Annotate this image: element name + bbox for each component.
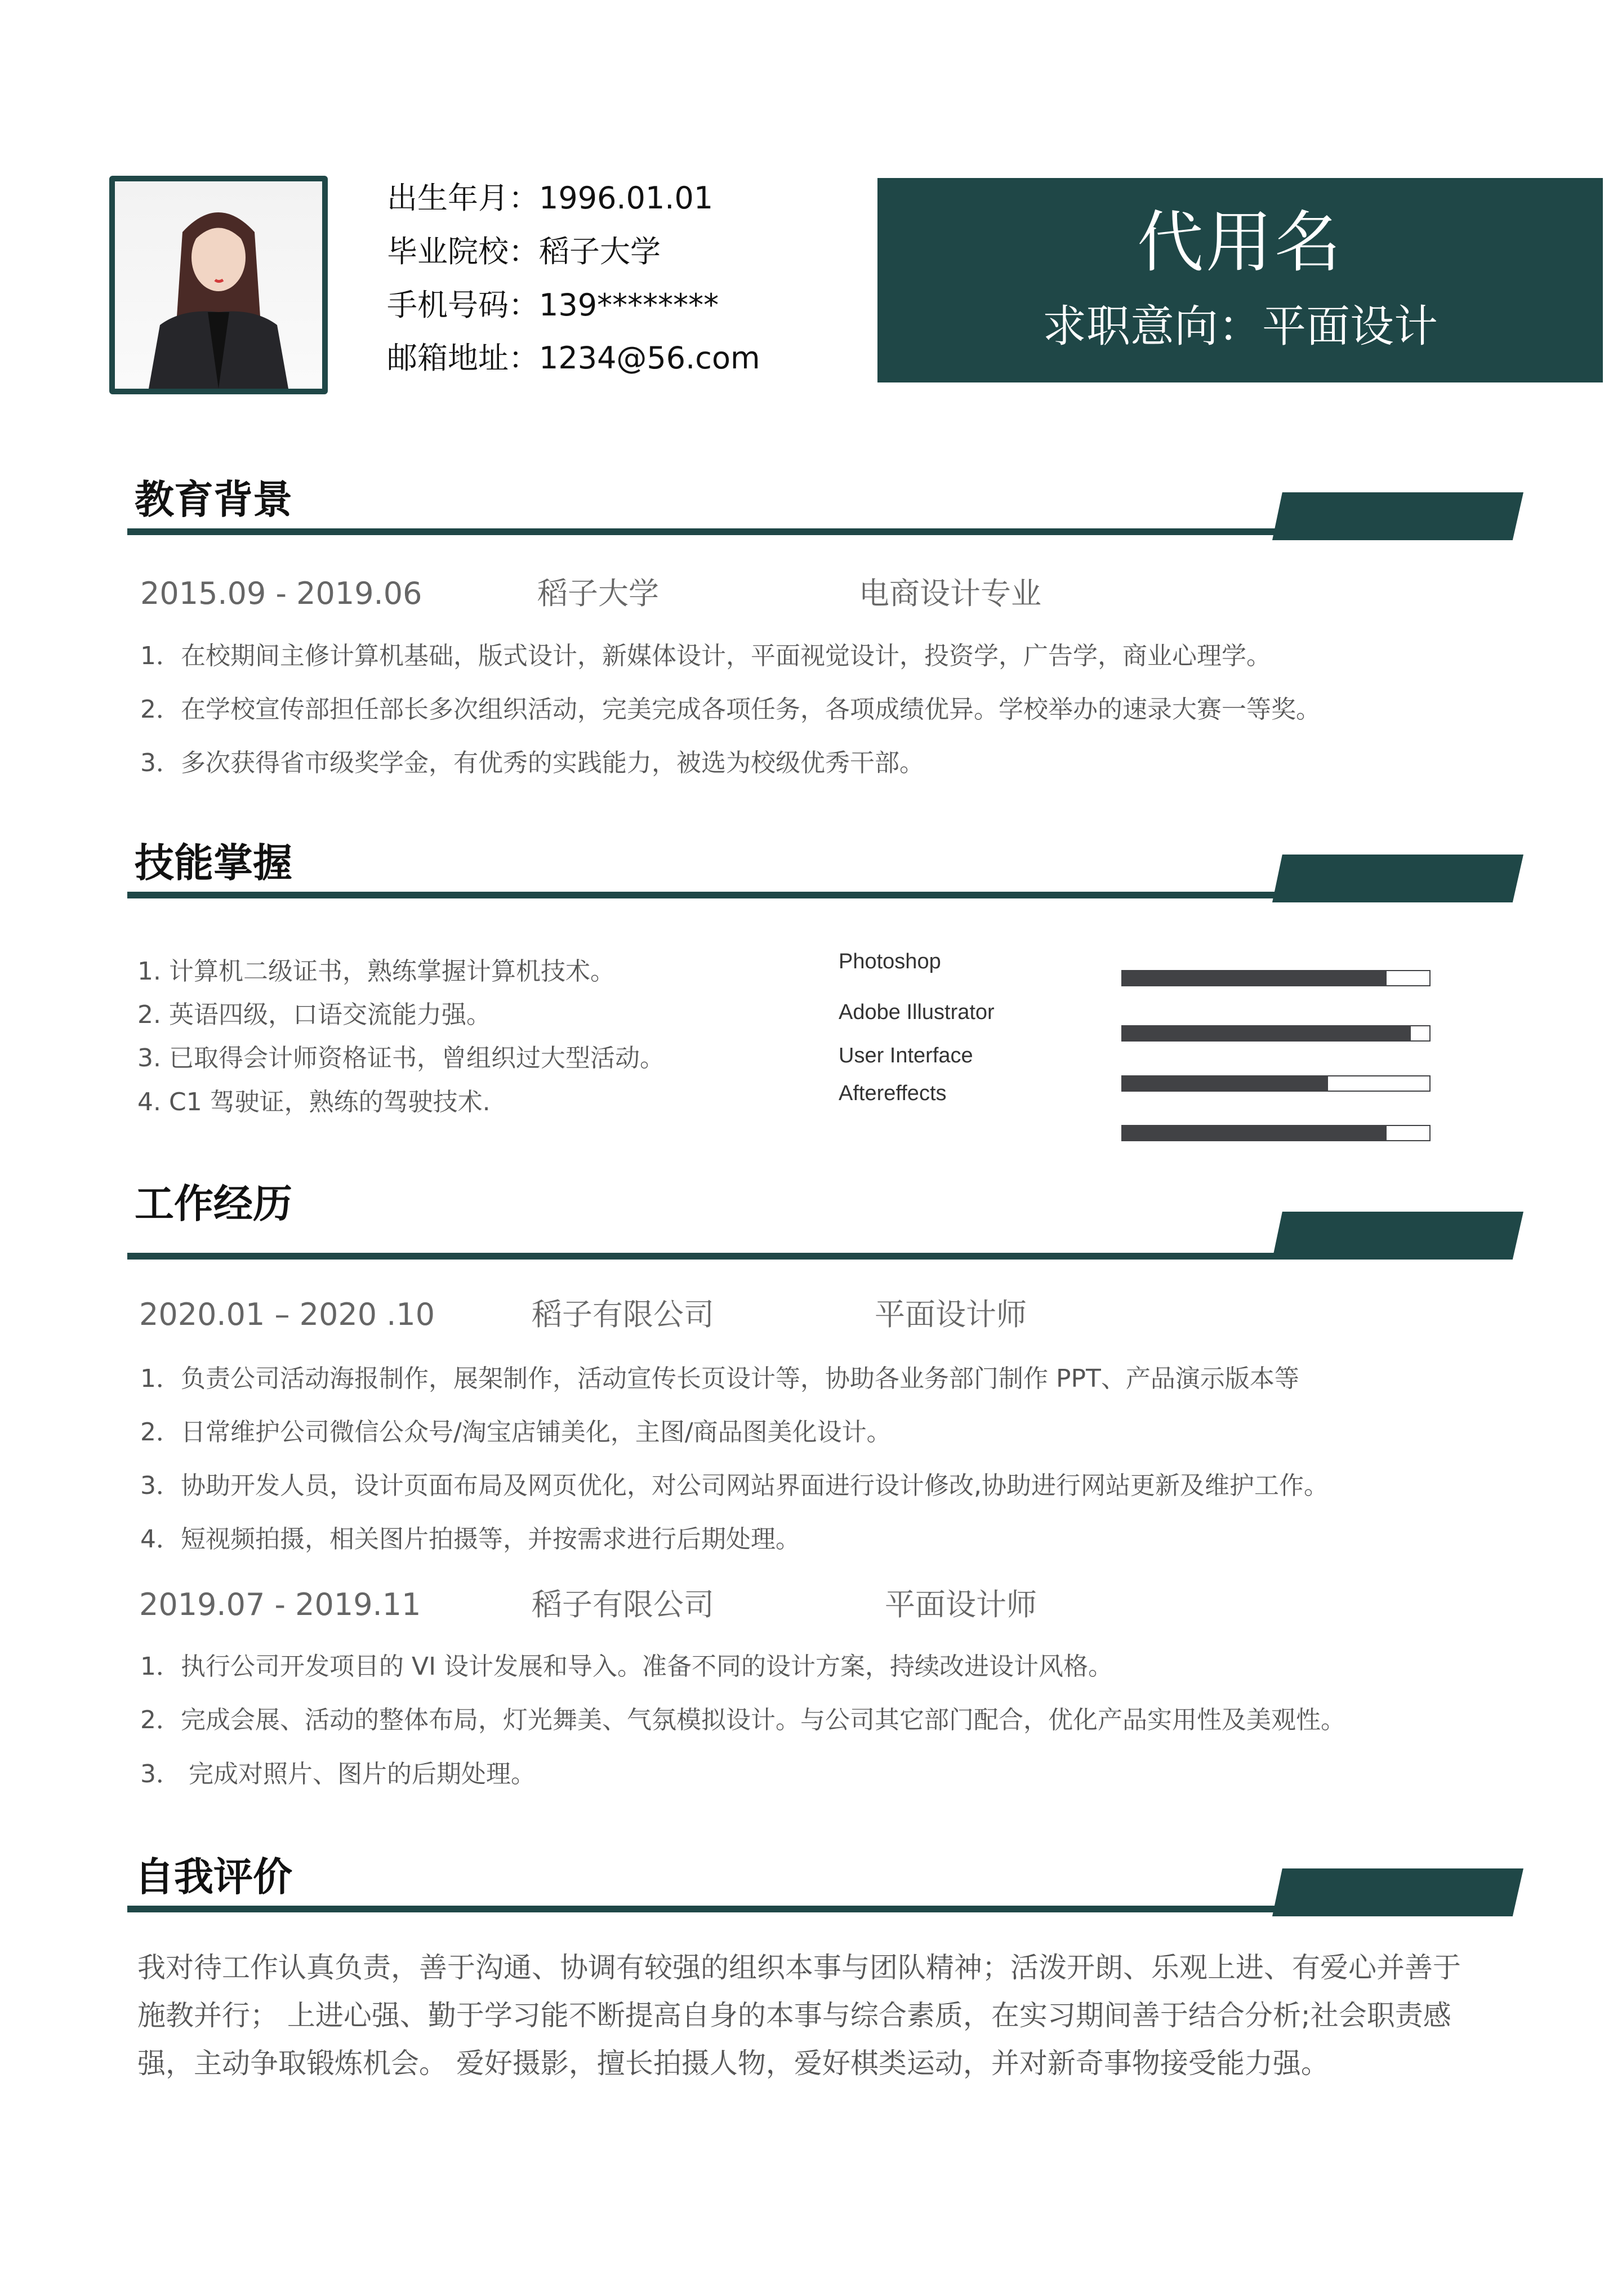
education-bullet: 3．多次获得省市级奖学金，有优秀的实践能力，被选为校级优秀干部。	[140, 749, 924, 777]
education-bullet: 1．在校期间主修计算机基础，版式设计，新媒体设计，平面视觉设计，投资学，广告学，商业心理学。	[140, 642, 1271, 670]
section-tab-work	[1272, 1212, 1523, 1260]
education-major: 电商设计专业	[859, 576, 1041, 611]
info-email-value: 1234@56.com	[539, 340, 760, 376]
job-bullet: 3．协助开发人员，设计页面布局及网页优化，对公司网站界面进行设计修改,协助进行网站更新及维护工作。	[140, 1471, 1329, 1500]
info-school-value: 稻子大学	[539, 234, 661, 269]
job-position: 平面设计师	[875, 1297, 1027, 1332]
candidate-name: 代用名	[1137, 203, 1343, 281]
skill-bar-fill	[1122, 1076, 1328, 1091]
job-date: 2019.07 - 2019.11	[139, 1587, 421, 1622]
skill-bar-fill	[1122, 1126, 1387, 1140]
skill-item: 3. 已取得会计师资格证书，曾组织过大型活动。	[137, 1044, 665, 1073]
section-tab-self-eval	[1272, 1868, 1523, 1916]
job-bullet: 2．完成会展、活动的整体布局，灯光舞美、气氛模拟设计。与公司其它部门配合，优化产品实用性及美观性。	[140, 1706, 1345, 1734]
skill-bar-aftereffects	[1121, 1125, 1431, 1141]
section-title-skills: 技能掌握	[135, 840, 292, 886]
info-birth	[387, 180, 714, 216]
job-bullet: 3． 完成对照片、图片的后期处理。	[140, 1760, 536, 1788]
skill-item: 1. 计算机二级证书，熟练掌握计算机技术。	[137, 957, 615, 986]
section-divider-work	[127, 1253, 1276, 1260]
job-date: 2020.01 – 2020 .10	[139, 1297, 435, 1332]
info-phone-label: 手机号码：	[387, 287, 539, 323]
education-school: 稻子大学	[537, 576, 659, 611]
skill-label-photoshop: Photoshop	[839, 950, 941, 973]
section-divider-self-eval	[127, 1906, 1276, 1912]
portrait-photo-icon	[115, 181, 322, 389]
job-bullet: 1．负责公司活动海报制作，展架制作，活动宣传长页设计等，协助各业务部门制作 PPT、产品演示版本等	[140, 1364, 1299, 1393]
info-email-label: 邮箱地址：	[387, 340, 539, 376]
section-tab-skills	[1272, 855, 1523, 902]
skill-item: 4. C1 驾驶证，熟练的驾驶技术.	[137, 1088, 491, 1116]
profile-photo	[109, 176, 328, 394]
education-bullet: 2．在学校宣传部担任部长多次组织活动，完美完成各项任务，各项成绩优异。学校举办的速录大赛一等奖。	[140, 695, 1321, 724]
skill-label-illustrator: Adobe Illustrator	[839, 1000, 995, 1024]
info-email	[387, 340, 760, 376]
skill-label-aftereffects: Aftereffects	[839, 1082, 947, 1105]
self-eval-text: 我对待工作认真负责，善于沟通、协调有较强的组织本事与团队精神；活泼开朗、乐观上进、有爱心并善于施教并行； 上进心强、勤于学习能不断提高自身的本事与综合素质，在实习期间善于结合分析;社会职责感强，主动争取锻炼机会。 爱好摄影，擅长拍摄人物，爱好棋类运动，并对新奇事物接受能力强。	[137, 1951, 1461, 2080]
info-birth-label: 出生年月：	[387, 180, 539, 216]
skill-label-ui: User Interface	[839, 1044, 973, 1067]
section-title-education: 教育背景	[135, 477, 292, 523]
name-banner	[877, 178, 1603, 382]
info-phone	[387, 287, 719, 323]
info-birth-value: 1996.01.01	[539, 180, 714, 216]
section-divider-education	[127, 528, 1276, 535]
job-company: 稻子有限公司	[532, 1587, 714, 1622]
job-bullet: 1．执行公司开发项目的 VI 设计发展和导入。准备不同的设计方案，持续改进设计风格。	[140, 1652, 1113, 1681]
skill-item: 2. 英语四级，口语交流能力强。	[137, 1000, 491, 1029]
section-title-self-eval: 自我评价	[135, 1854, 292, 1900]
job-company: 稻子有限公司	[532, 1297, 714, 1332]
skill-bar-photoshop	[1121, 970, 1431, 986]
section-tab-education	[1272, 492, 1523, 540]
skill-bar-fill	[1122, 971, 1387, 985]
education-date: 2015.09 - 2019.06	[140, 576, 422, 611]
info-school	[387, 234, 661, 269]
skill-bar-ui	[1121, 1075, 1431, 1092]
info-phone-value: 139********	[539, 287, 719, 323]
skill-bar-fill	[1122, 1026, 1411, 1040]
job-bullet: 4．短视频拍摄，相关图片拍摄等，并按需求进行后期处理。	[140, 1525, 800, 1554]
skill-bar-illustrator	[1121, 1025, 1431, 1042]
section-divider-skills	[127, 892, 1276, 898]
job-bullet: 2．日常维护公司微信公众号/淘宝店铺美化，主图/商品图美化设计。	[140, 1418, 892, 1447]
job-intent: 求职意向：平面设计	[1042, 301, 1438, 352]
info-school-label: 毕业院校：	[387, 234, 539, 269]
job-position: 平面设计师	[885, 1587, 1037, 1622]
section-title-work: 工作经历	[135, 1181, 292, 1227]
